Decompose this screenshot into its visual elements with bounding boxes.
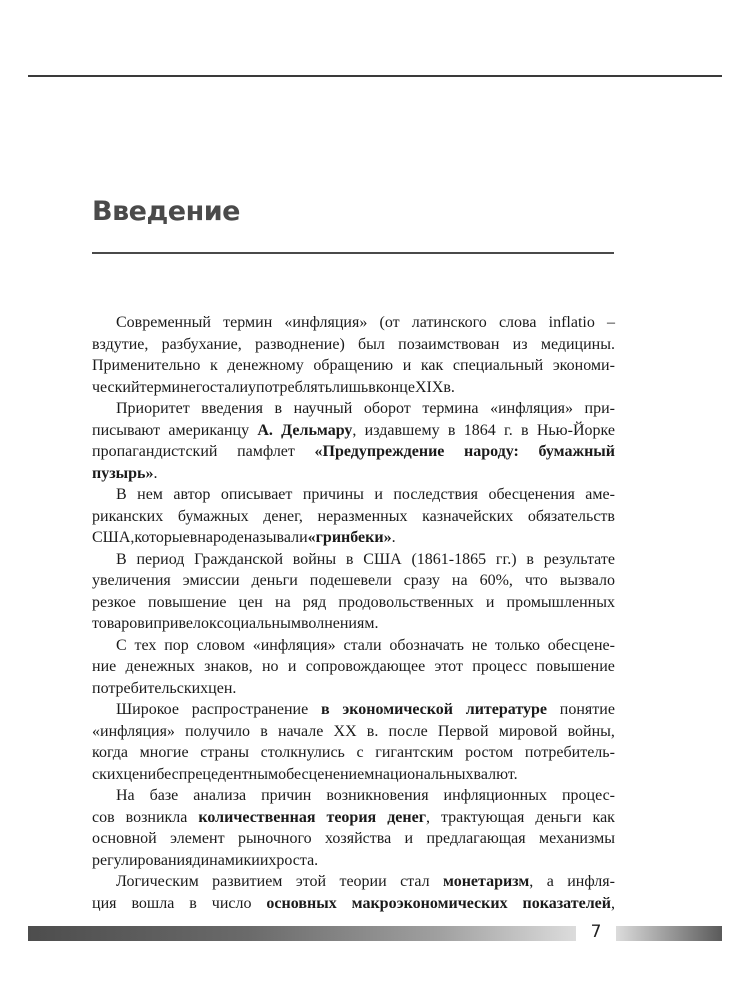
- word: цен: [238, 593, 263, 611]
- top-rule: [28, 75, 722, 77]
- word: На: [116, 787, 135, 804]
- word: в: [447, 421, 456, 439]
- word: этот: [434, 658, 463, 675]
- word: «инфляция»: [252, 636, 336, 654]
- word: динамики: [192, 851, 260, 869]
- word: потребительских: [92, 679, 209, 697]
- word: инфля-: [567, 873, 615, 890]
- word: памфлет: [237, 443, 295, 460]
- word: словом: [196, 636, 245, 654]
- word: цен: [123, 765, 148, 783]
- text-line-p6-l1: [92, 699, 615, 721]
- word: инфляционных: [443, 787, 547, 804]
- word: как: [592, 808, 615, 826]
- word: обесценением: [278, 765, 375, 783]
- word: «инфляция»: [490, 400, 573, 417]
- text-line-p4-l1: [92, 549, 615, 571]
- text-line-p7-l1: [92, 785, 615, 807]
- text-line-p2-l1: [92, 398, 615, 420]
- emphasis-word: монетаризм: [443, 873, 530, 890]
- word: но: [261, 658, 279, 675]
- word: резкое: [92, 593, 136, 611]
- word: в.: [366, 722, 379, 740]
- word: г.: [503, 421, 513, 439]
- word: в: [260, 722, 268, 740]
- word: подешевели: [309, 572, 392, 589]
- word: и: [147, 765, 157, 783]
- word: из: [512, 335, 528, 353]
- word: число: [211, 894, 252, 912]
- word: повышение: [148, 593, 227, 611]
- word: этой: [295, 873, 327, 890]
- word: [308, 527, 396, 549]
- word: сразу: [403, 572, 440, 589]
- word: гг.): [495, 550, 517, 568]
- word: обесцене-: [547, 636, 615, 654]
- word: –: [607, 314, 615, 331]
- word: в.: [443, 378, 455, 396]
- word: XIX: [414, 378, 444, 396]
- word: когда: [92, 744, 128, 761]
- word: ция: [92, 894, 117, 912]
- word: слова: [498, 314, 537, 331]
- word: к: [209, 615, 217, 632]
- emphasis-word: пузырь»: [92, 464, 154, 482]
- word: распространение: [191, 701, 309, 718]
- word: издавшему: [364, 421, 440, 439]
- word: США: [363, 550, 402, 568]
- word: (от: [379, 314, 400, 331]
- word: последствия: [393, 486, 479, 503]
- word: ских: [92, 765, 124, 783]
- word: денежных: [125, 658, 195, 675]
- emphasis-word: экономической: [342, 701, 453, 718]
- word: элемент: [170, 830, 225, 847]
- word: термина: [422, 400, 479, 417]
- word: медицины.: [540, 335, 615, 353]
- word: аме-: [585, 486, 615, 503]
- word: на: [275, 593, 291, 611]
- word: конце: [375, 378, 415, 396]
- word: Современный: [116, 314, 211, 331]
- text-line-p6-l3: [92, 742, 615, 764]
- word: С: [116, 636, 127, 654]
- word: тех: [134, 636, 157, 654]
- word: разводнение): [255, 335, 345, 353]
- word: которые: [134, 529, 190, 546]
- word: лишь: [332, 378, 369, 396]
- word: ,: [611, 894, 615, 912]
- word: обязательств: [527, 507, 615, 525]
- text-line-p7-l3: [92, 828, 615, 850]
- word: рыночного: [237, 830, 312, 847]
- word: мировой: [498, 722, 558, 740]
- word: Первой: [437, 722, 489, 740]
- word: при-: [584, 400, 615, 417]
- word: употреблять: [248, 378, 333, 396]
- text-line-p2-l4: [92, 463, 615, 485]
- text-line-p1-l2: [92, 334, 615, 356]
- word: введения: [201, 400, 263, 417]
- word: что: [524, 572, 548, 589]
- word: .: [391, 529, 396, 546]
- word: в: [274, 400, 283, 417]
- word: после: [388, 722, 428, 740]
- word: основной: [92, 830, 157, 847]
- word: процес-: [561, 787, 615, 804]
- word: ростом: [465, 744, 514, 761]
- word: и: [144, 615, 154, 632]
- word: нем: [137, 486, 163, 503]
- word: был: [358, 335, 385, 353]
- text-line-p4-l4: [92, 613, 615, 635]
- word: войны: [292, 550, 337, 568]
- word: его: [188, 378, 210, 396]
- word: 60%,: [479, 572, 513, 589]
- word: стали: [209, 378, 248, 396]
- word: Применительно: [92, 357, 201, 374]
- word: на: [451, 572, 468, 589]
- word: деньги: [251, 572, 298, 589]
- word: вздутие,: [92, 335, 149, 353]
- word: В: [116, 550, 127, 568]
- word: специальный: [452, 357, 544, 374]
- text-line-p3-l3: [92, 527, 615, 549]
- word: и: [485, 593, 495, 611]
- word: в: [189, 529, 198, 546]
- word: казначейских: [422, 507, 514, 525]
- word: стал: [400, 873, 430, 890]
- text-line-p6-l2: [92, 721, 615, 743]
- word: предлагающая: [426, 830, 526, 847]
- word: период: [136, 550, 185, 568]
- emphasis-word: макроэкономических: [351, 894, 508, 912]
- footer-bar-left: [28, 926, 576, 941]
- word: Логическим: [116, 873, 199, 890]
- word: а: [546, 873, 554, 890]
- word: механизмы: [538, 830, 615, 847]
- title-rule: [92, 252, 614, 254]
- word: цен.: [208, 679, 237, 697]
- emphasis-word: основных: [266, 894, 337, 912]
- word: называли: [243, 529, 308, 546]
- word: знаков,: [204, 658, 253, 675]
- text-line-p6-l4: [92, 764, 615, 786]
- word: латинского: [411, 314, 487, 331]
- word: стали: [343, 636, 382, 654]
- word: получило: [185, 722, 251, 740]
- word: позаимствован: [398, 335, 500, 353]
- word: причины: [302, 486, 364, 503]
- emphasis-word: количественная: [198, 808, 316, 826]
- text-line-p3-l1: [92, 484, 615, 506]
- emphasis-word: в: [320, 701, 330, 718]
- word: товаров: [92, 615, 145, 632]
- text-line-p8-l2: [92, 893, 615, 915]
- word: экономи-: [552, 357, 615, 374]
- word: не: [471, 636, 488, 654]
- word: в: [368, 378, 376, 396]
- word: термин: [139, 378, 189, 396]
- word: страны: [200, 744, 249, 761]
- word: в: [526, 550, 534, 568]
- word: продовольственных: [338, 593, 474, 611]
- word: и: [287, 658, 297, 675]
- word: денежному: [227, 357, 304, 374]
- emphasis-word: народу:: [464, 443, 519, 460]
- text-line-p4-l2: [92, 570, 615, 592]
- emphasis-word: литературе: [465, 701, 548, 718]
- emphasis-word: денег: [387, 808, 426, 826]
- word: «инфляция»: [284, 314, 368, 331]
- word: сопровождающее: [305, 658, 426, 675]
- word: валют.: [473, 765, 518, 783]
- word: ческий: [92, 378, 140, 396]
- word: ,: [529, 873, 534, 890]
- word: [443, 871, 533, 893]
- word: пор: [164, 636, 189, 654]
- word: ряд: [302, 593, 327, 611]
- text-line-p5-l2: [92, 656, 615, 678]
- word: вызвало: [559, 572, 615, 589]
- word: (1861-1865: [411, 550, 487, 568]
- word: как: [420, 357, 444, 374]
- word: возникла: [125, 808, 188, 826]
- word: [523, 893, 615, 915]
- word: привело: [153, 615, 210, 632]
- word: потребитель-: [524, 744, 615, 761]
- word: их: [259, 851, 277, 869]
- text-line-p3-l2: [92, 506, 615, 528]
- word: XX: [333, 722, 357, 740]
- word: ние: [92, 658, 117, 675]
- word: [387, 807, 430, 829]
- word: американцу: [168, 421, 250, 439]
- emphasis-word: «гринбеки»: [307, 529, 392, 546]
- word: Нью-Йорке: [536, 421, 615, 439]
- word: 1864: [463, 421, 496, 439]
- word: беспрецедентным: [156, 765, 279, 783]
- word: повышение: [536, 658, 615, 675]
- word: регулирования: [92, 851, 193, 869]
- text-line-p5-l3: [92, 678, 615, 700]
- emphasis-word: показателей: [522, 894, 611, 912]
- word: автор: [173, 486, 211, 503]
- word: обозначать: [389, 636, 464, 654]
- word: США,: [92, 529, 135, 546]
- word: национальных: [374, 765, 474, 783]
- word: и: [404, 830, 414, 847]
- word: к: [210, 357, 218, 374]
- text-line-p7-l4: [92, 850, 615, 872]
- chapter-title: Введение: [92, 196, 240, 227]
- text-line-p2-l3: [92, 441, 615, 463]
- word: результате: [543, 550, 615, 568]
- word: гигантским: [375, 744, 454, 761]
- word: роста.: [276, 851, 319, 869]
- word: обесценения: [488, 486, 575, 503]
- word: развитием: [212, 873, 283, 890]
- word: столкнулись: [260, 744, 345, 761]
- word: волнениям.: [300, 615, 379, 632]
- text-line-p8-l1: [92, 871, 615, 893]
- text-line-p7-l2: [92, 807, 615, 829]
- word: описывает: [220, 486, 293, 503]
- page-number: 7: [590, 922, 602, 942]
- word: научный: [293, 400, 353, 417]
- emphasis-word: Дельмару: [281, 421, 353, 439]
- word: термин: [223, 314, 273, 331]
- word: пропагандистский: [92, 443, 218, 460]
- text-line-p1-l4: [92, 377, 615, 399]
- word: бумажных: [177, 507, 249, 525]
- word: сов: [92, 808, 115, 826]
- word: увеличения: [92, 572, 171, 589]
- footer-bar-right: [616, 926, 722, 941]
- word: причин: [261, 787, 312, 804]
- word: народе: [197, 529, 244, 546]
- text-line-p1-l3: [92, 355, 615, 377]
- word: [281, 420, 356, 442]
- word: с: [356, 744, 364, 761]
- word: оборот: [363, 400, 411, 417]
- word: многие: [139, 744, 189, 761]
- word: начале: [277, 722, 324, 740]
- emphasis-word: А.: [257, 421, 273, 439]
- word: .: [153, 464, 158, 482]
- word: inflatio: [548, 314, 595, 331]
- word: возникновения: [326, 787, 429, 804]
- word: в: [520, 421, 529, 439]
- word: в: [189, 894, 197, 912]
- text-line-p4-l3: [92, 592, 615, 614]
- word: ,: [352, 421, 357, 439]
- word: писывают: [92, 421, 161, 439]
- word: социальным: [216, 615, 301, 632]
- word: базе: [149, 787, 179, 804]
- word: неразменных: [317, 507, 408, 525]
- word: вошла: [131, 894, 175, 912]
- emphasis-word: теория: [326, 808, 377, 826]
- emphasis-word: бумажный: [538, 443, 615, 460]
- word: разбухание,: [161, 335, 242, 353]
- word: ,: [425, 808, 430, 826]
- word: теории: [339, 873, 387, 890]
- word: трактующая: [440, 808, 525, 826]
- word: промышленных: [506, 593, 615, 611]
- word: риканских: [92, 507, 164, 525]
- word: денег,: [263, 507, 303, 525]
- word: только: [495, 636, 540, 654]
- text-line-p5-l1: [92, 635, 615, 657]
- word: и: [374, 486, 383, 503]
- word: в: [345, 550, 354, 568]
- word: деньги: [535, 808, 582, 826]
- emphasis-word: «Предупреждение: [314, 443, 445, 460]
- word: войны,: [567, 722, 615, 740]
- word: эмиссии: [182, 572, 240, 589]
- word: Приоритет: [116, 400, 190, 417]
- word: анализа: [193, 787, 247, 804]
- word: обращению: [313, 357, 394, 374]
- text-line-p2-l2: [92, 420, 615, 442]
- word: «инфляция»: [92, 722, 175, 740]
- word: Гражданской: [194, 550, 283, 568]
- word: В: [116, 486, 127, 503]
- word: хозяйства: [325, 830, 392, 847]
- word: и: [402, 357, 412, 374]
- word: Широкое: [116, 701, 179, 718]
- word: процесс: [472, 658, 528, 675]
- word: понятие: [559, 701, 615, 718]
- body-text: [92, 312, 615, 914]
- text-line-p1-l1: [92, 312, 615, 334]
- word: [92, 463, 158, 485]
